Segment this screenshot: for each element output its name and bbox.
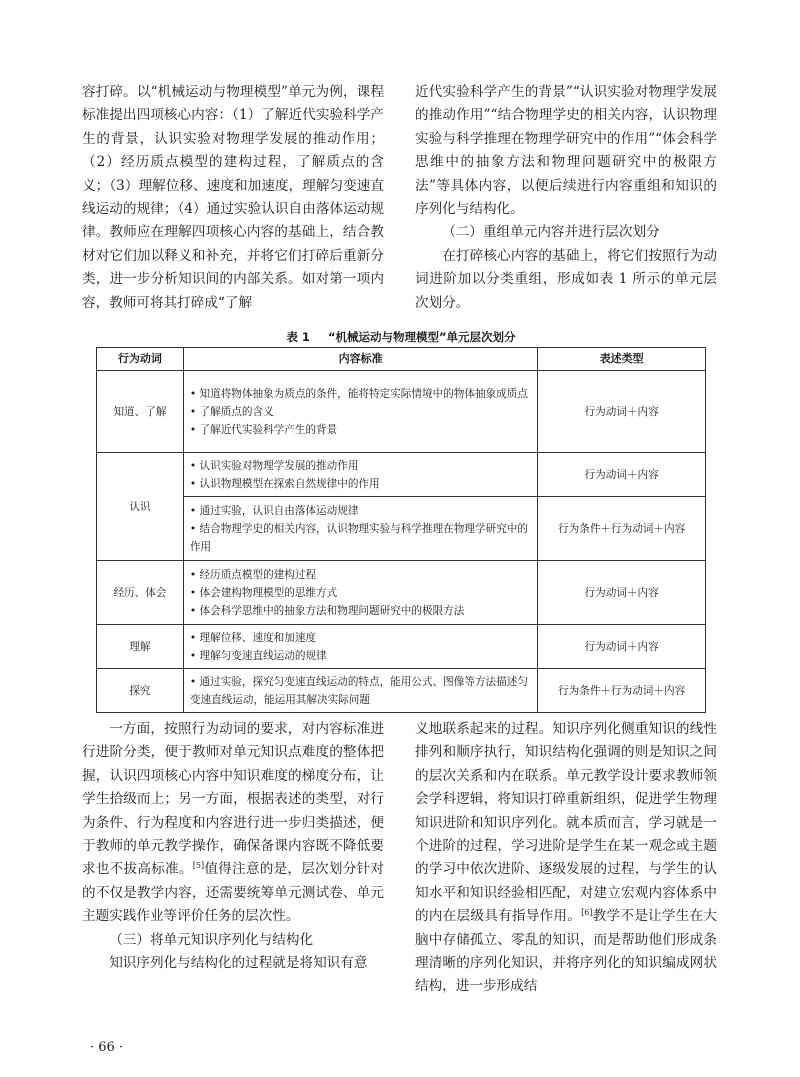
content-item: • 体会科学思维中的抽象方法和物理问题研究中的极限方法 <box>190 602 531 620</box>
paragraph <box>415 718 717 999</box>
table-row <box>97 497 706 561</box>
table-row <box>97 371 706 453</box>
paragraph-text: 义地联系起来的过程。知识序列化侧重知识的线性排列和顺序执行，知识结构化强调的则是知识之间的层次关系和内在联系。单元教学设计要求教师领会学科逻辑，将知识打碎重新组织，促进学生物理知识进阶和知识序列化。就本质而言，学习就是一个进阶的过程，学习进阶是学生在某一观念或主题的学习中依次进阶、逐级发展的过程，与学生的认知水平和知识经验相匹配，对建立宏观内容体系中的内在层级具有指导作用。 <box>415 721 717 925</box>
paragraph <box>82 718 384 929</box>
paragraph: 在打碎核心内容的基础上，将它们按照行为动词进阶加以分类重组，形成如表 1 所示的单元层次划分。 <box>415 247 717 311</box>
table-caption <box>96 329 706 345</box>
column-header: 表述类型 <box>538 348 706 371</box>
page-number: · 66 · <box>90 1040 124 1055</box>
content-item: • 通过实验，认识自由落体运动规律 <box>190 502 531 520</box>
type-cell: 行为条件＋行为动词＋内容 <box>538 497 706 561</box>
column-header: 内容标准 <box>183 348 537 371</box>
verb-cell: 经历、体会 <box>97 561 184 625</box>
paragraph: 近代实验科学产生的背景”“认识实验对物理学发展的推动作用”“结合物理学史的相关内容，认识物理实验与科学推理在物理学研究中的作用”“体会科学思维中的抽象方法和物理问题研究中的极限方法”等具体内容，以便后续进行内容重组和知识的序列化与结构化。 <box>415 84 717 218</box>
paragraph: 知识序列化与结构化的过程就是将知识有意 <box>109 955 368 972</box>
table-label: 表 1 <box>286 330 310 344</box>
content-item: • 理解位移、速度和加速度 <box>190 629 531 647</box>
type-cell: 行为动词＋内容 <box>538 453 706 497</box>
content-item: • 认识物理模型在探索自然规律中的作用 <box>190 475 531 493</box>
content-cell <box>183 453 537 497</box>
bottom-right-column <box>415 718 717 999</box>
type-cell: 行为条件＋行为动词＋内容 <box>538 669 706 713</box>
content-item: • 理解匀变速直线运动的规律 <box>190 647 531 665</box>
content-item: • 通过实验，探究匀变速直线运动的特点，能用公式、图像等方法描述匀变速直线运动，能运用其解决实际问题 <box>190 673 531 709</box>
top-left-column <box>82 81 384 315</box>
table-row <box>97 669 706 713</box>
verb-cell: 知道、了解 <box>97 371 184 453</box>
citation: [6] <box>581 908 593 918</box>
table-header-row <box>97 348 706 371</box>
content-cell <box>183 669 537 713</box>
section-heading: （三）将单元知识序列化与结构化 <box>109 931 314 948</box>
paragraph-text: 值得注意的是，层次划分针对的不仅是教学内容，还需要统筹单元测试卷、单元主题实践作业等评价任务的层次性。 <box>82 861 385 925</box>
content-cell <box>183 497 537 561</box>
verb-cell: 理解 <box>97 625 184 669</box>
content-item: • 经历质点模型的建构过程 <box>190 566 531 584</box>
verb-cell: 探究 <box>97 669 184 713</box>
content-item: • 知道将物体抽象为质点的条件，能将特定实际情境中的物体抽象成质点 <box>190 385 531 403</box>
type-cell: 行为动词＋内容 <box>538 561 706 625</box>
top-right-column <box>415 81 717 315</box>
section-heading: （二）重组单元内容并进行层次划分 <box>442 224 660 241</box>
paragraph-text: 一方面，按照行为动词的要求，对内容标准进行进阶分类，便于教师对单元知识点难度的整体把握，认识四项核心内容中知识难度的梯度分布，让学生拾级而上；另一方面，根据表述的类型，对行为条件、行为程度和内容进行进一步归类描述，便于教师的单元教学操作，确保备课内容既不降低要求也不拔高标准。 <box>82 721 384 878</box>
paragraph: 容打碎。以“机械运动与物理模型”单元为例，课程标准提出四项核心内容：（1）了解近代实验科学产生的背景，认识实验对物理学发展的推动作用；（2）经历质点模型的建构过程，了解质点的含义；（3）理解位移、速度和加速度，理解匀变速直线运动的规律；（4）通过实验认识自由落体运动规律。教师应在理解四项核心内容的基础上，结合教材对它们加以释义和补充，并将它们打碎后重新分类，进一步分析知识间的内部关系。如对第一项内容，教师可将其打碎成“了解 <box>82 84 384 311</box>
bottom-left-column <box>82 718 384 975</box>
column-header: 行为动词 <box>97 348 184 371</box>
table-title: “机械运动与物理模型”单元层次划分 <box>327 330 516 344</box>
content-item: • 认识实验对物理学发展的推动作用 <box>190 457 531 475</box>
content-cell <box>183 561 537 625</box>
type-cell: 行为动词＋内容 <box>538 625 706 669</box>
verb-cell: 认识 <box>97 453 184 561</box>
content-cell <box>183 371 537 453</box>
table-row <box>97 625 706 669</box>
unit-level-table <box>96 347 706 713</box>
table-row <box>97 561 706 625</box>
table-row <box>97 453 706 497</box>
type-cell: 行为动词＋内容 <box>538 371 706 453</box>
citation: [5] <box>192 861 205 871</box>
content-item: • 了解质点的含义 <box>190 403 531 421</box>
content-cell <box>183 625 537 669</box>
content-item: • 结合物理学史的相关内容，认识物理实验与科学推理在物理学研究中的作用 <box>190 520 531 556</box>
content-item: • 体会建构物理模型的思维方式 <box>190 584 531 602</box>
paragraph-text: 教学不是让学生在大脑中存储孤立、零乱的知识，而是帮助他们形成条理清晰的序列化知识，并将序列化的知识编成网状结构，进一步形成结 <box>415 908 718 995</box>
content-item: • 了解近代实验科学产生的背景 <box>190 421 531 439</box>
